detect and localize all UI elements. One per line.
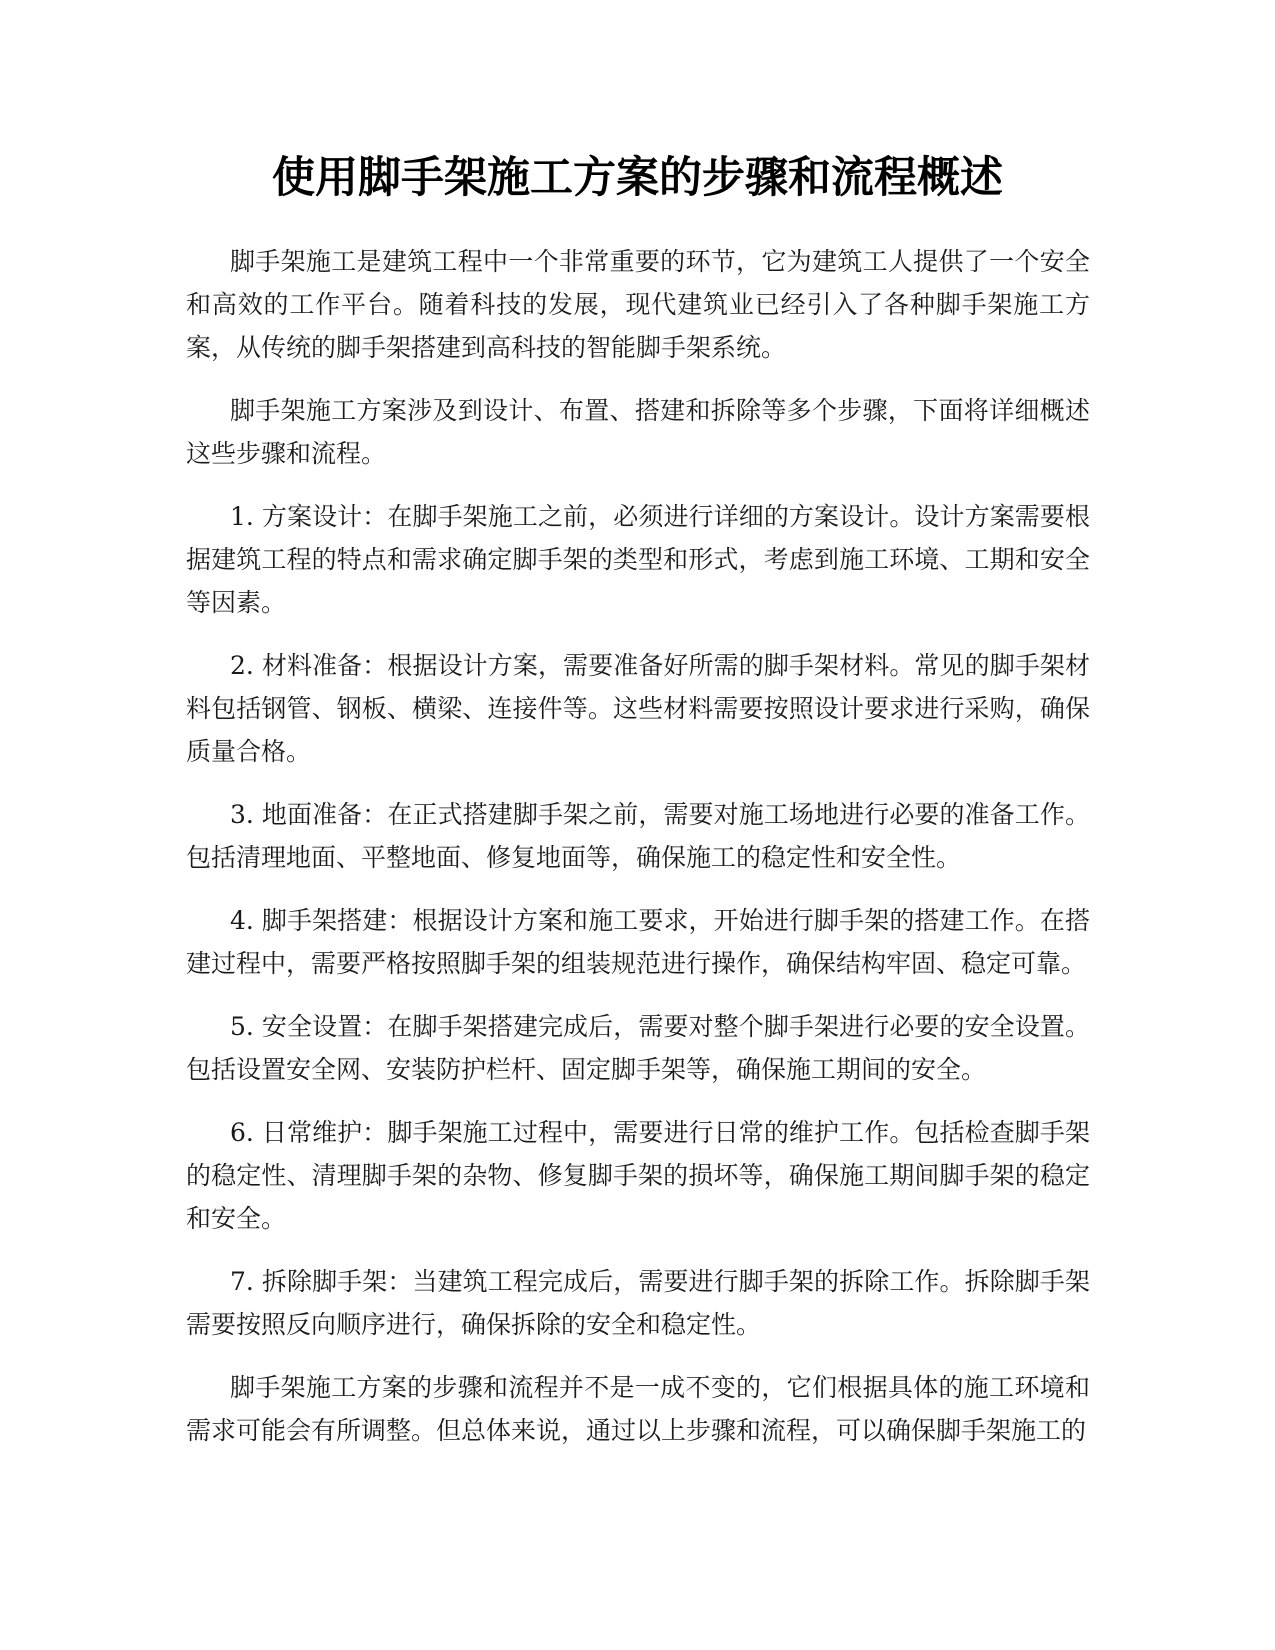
paragraph-step-6: 6. 日常维护：脚手架施工过程中，需要进行日常的维护工作。包括检查脚手架的稳定性、清理脚手架的杂物、修复脚手架的损坏等，确保施工期间脚手架的稳定和安全。 [186,1118,1090,1233]
paragraph-step-3: 3. 地面准备：在正式搭建脚手架之前，需要对施工场地进行必要的准备工作。包括清理地面、平整地面、修复地面等，确保施工的稳定性和安全性。 [186,800,1090,872]
paragraph-step-5: 5. 安全设置：在脚手架搭建完成后，需要对整个脚手架进行必要的安全设置。包括设置安全网、安装防护栏杆、固定脚手架等，确保施工期间的安全。 [186,1012,1090,1084]
paragraph-step-7: 7. 拆除脚手架：当建筑工程完成后，需要进行脚手架的拆除工作。拆除脚手架需要按照反向顺序进行，确保拆除的安全和稳定性。 [186,1267,1090,1339]
paragraph-conclusion: 脚手架施工方案的步骤和流程并不是一成不变的，它们根据具体的施工环境和需求可能会有所调整。但总体来说，通过以上步骤和流程，可以确保脚手架施工的 [186,1373,1090,1445]
document-title: 使用脚手架施工方案的步骤和流程概述 [272,153,1003,203]
paragraph-overview: 脚手架施工方案涉及到设计、布置、搭建和拆除等多个步骤，下面将详细概述这些步骤和流程。 [186,396,1090,468]
paragraph-step-4: 4. 脚手架搭建：根据设计方案和施工要求，开始进行脚手架的搭建工作。在搭建过程中，需要严格按照脚手架的组装规范进行操作，确保结构牢固、稳定可靠。 [186,906,1090,978]
paragraph-step-2: 2. 材料准备：根据设计方案，需要准备好所需的脚手架材料。常见的脚手架材料包括钢管、钢板、横梁、连接件等。这些材料需要按照设计要求进行采购，确保质量合格。 [186,651,1090,766]
paragraph-step-1: 1. 方案设计：在脚手架施工之前，必须进行详细的方案设计。设计方案需要根据建筑工程的特点和需求确定脚手架的类型和形式，考虑到施工环境、工期和安全等因素。 [186,502,1090,617]
paragraph-intro: 脚手架施工是建筑工程中一个非常重要的环节，它为建筑工人提供了一个安全和高效的工作平台。随着科技的发展，现代建筑业已经引入了各种脚手架施工方案，从传统的脚手架搭建到高科技的智能脚手架系统。 [186,247,1090,362]
document-body [186,240,1090,1472]
